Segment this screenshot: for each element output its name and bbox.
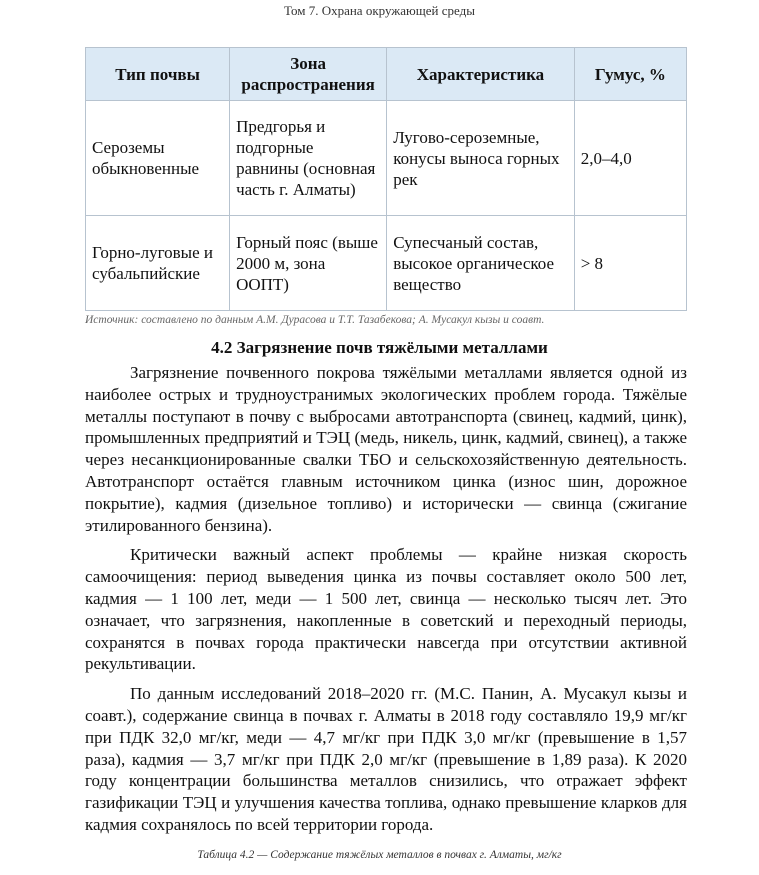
column-header-humus: Гумус, % — [574, 48, 686, 101]
cell-characteristic: Супесчаный состав, высокое органическое вещество — [387, 216, 575, 311]
table-source-note: Источник: составлено по данным А.М. Дурасова и Т.Т. Тазабекова; А. Мусакул кызы и соавт. — [85, 314, 545, 326]
column-header-zone: Зона распространения — [230, 48, 387, 101]
cell-characteristic: Лугово-сероземные, конусы выноса горных рек — [387, 101, 575, 216]
column-header-characteristic: Характеристика — [387, 48, 575, 101]
cell-zone: Горный пояс (выше 2000 м, зона ООПТ) — [230, 216, 387, 311]
soil-types-table — [85, 47, 687, 311]
table-caption: Таблица 4.2 — Содержание тяжёлых металлов в почвах г. Алматы, мг/кг — [197, 849, 562, 861]
table-row — [86, 101, 687, 216]
table-row — [86, 216, 687, 311]
cell-soil-type: Сероземы обыкновенные — [86, 101, 230, 216]
paragraph: По данным исследований 2018–2020 гг. (М.С. Панин, А. Мусакул кызы и соавт.), содержание свинца в почвах г. Алматы в 2018 году составляло 19,9 мг/кг при ПДК 32,0 мг/кг, меди — 4,7 мг/кг при ПДК 3,0 мг/кг (превышение в 1,57 раза), кадмия — 3,7 мг/кг при ПДК 2,0 мг/кг (превышение в 1,89 раза). К 2020 году концентрации большинства металлов снизились, что отражает эффект газификации ТЭЦ и улучшения качества топлива, однако превышение кларков для кадмия сохранялось по всей территории города. — [85, 684, 687, 834]
cell-humus: > 8 — [574, 216, 686, 311]
table-header-row — [86, 48, 687, 101]
paragraph: Критически важный аспект проблемы — крайне низкая скорость самоочищения: период выведения цинка из почвы составляет около 500 лет, кадмия — 1 100 лет, меди — 1 500 лет, свинца — несколько тысяч лет. Это означает, что загрязнения, накопленные в советский и переходный периоды, сохранятся в почвах города практически навсегда при отсутствии активной рекультивации. — [85, 545, 687, 674]
cell-soil-type: Горно-луговые и субальпийские — [86, 216, 230, 311]
running-header: Том 7. Охрана окружающей среды — [284, 3, 475, 18]
paragraph: Загрязнение почвенного покрова тяжёлыми металлами является одной из наиболее острых и трудноустранимых экологических проблем города. Тяжёлые металлы поступают в почву с выбросами автотранспорта (свинец, кадмий, цинк), промышленных предприятий и ТЭЦ (медь, никель, цинк, кадмий, свинец), а также через несанкционированные свалки ТБО и сельскохозяйственную деятельность. Автотранспорт остаётся главным источником цинка (износ шин, дорожное покрытие), кадмия (дизельное топливо) и исторически — свинца (сжигание этилированного бензина). — [85, 363, 687, 535]
section-heading: 4.2 Загрязнение почв тяжёлыми металлами — [211, 338, 548, 357]
column-header-soil-type: Тип почвы — [86, 48, 230, 101]
cell-zone: Предгорья и подгорные равнины (основная часть г. Алматы) — [230, 101, 387, 216]
section-body — [85, 362, 687, 844]
cell-humus: 2,0–4,0 — [574, 101, 686, 216]
